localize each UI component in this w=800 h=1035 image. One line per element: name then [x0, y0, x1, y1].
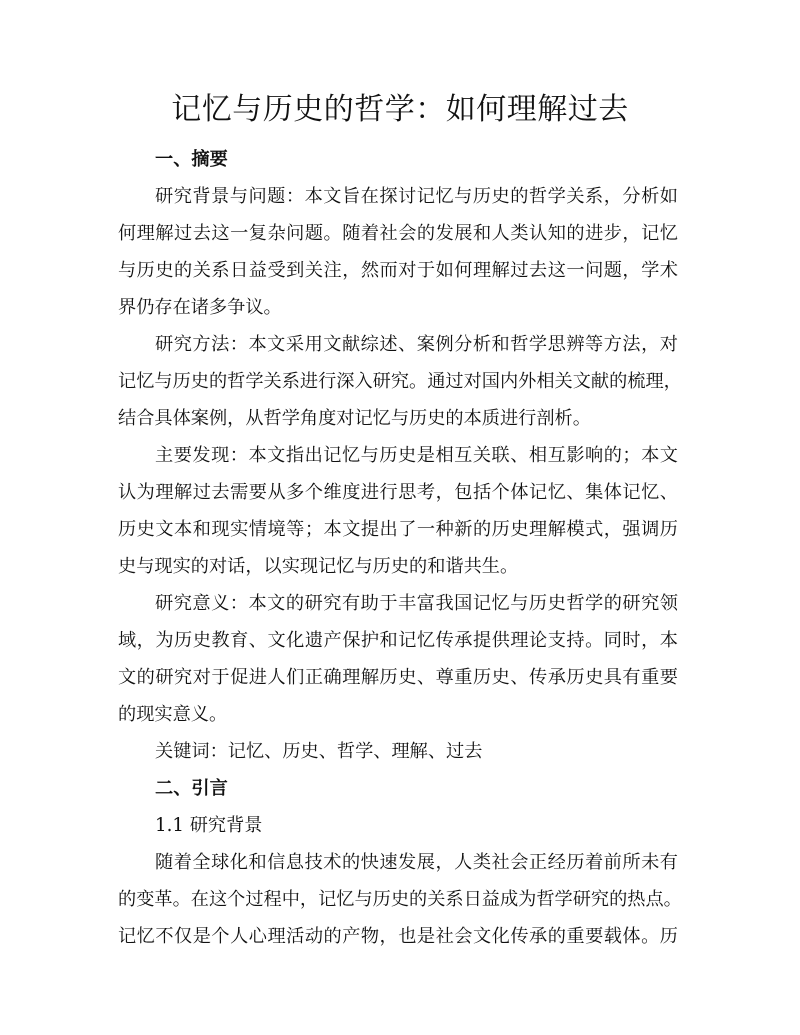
paragraph-line: 记忆不仅是个人心理活动的产物，也是社会文化传承的重要载体。历 [118, 926, 678, 947]
paragraph-line: 的变革。在这个过程中，记忆与历史的关系日益成为哲学研究的热点。 [118, 889, 682, 910]
paragraph-line: 研究背景与问题：本文旨在探讨记忆与历史的哲学关系，分析如 [155, 186, 678, 207]
paragraph-line: 结合具体案例，从哲学角度对记忆与历史的本质进行剖析。 [118, 408, 591, 429]
keywords-line: 关键词：记忆、历史、哲学、理解、过去 [155, 741, 483, 762]
paragraph-line: 历史文本和现实情境等；本文提出了一种新的历史理解模式，强调历 [118, 519, 678, 540]
document-body [118, 141, 682, 955]
subsection-heading-background: 1.1 研究背景 [155, 815, 263, 836]
paragraph-line: 史与现实的对话，以实现记忆与历史的和谐共生。 [118, 556, 519, 577]
paragraph-line: 文的研究对于促进人们正确理解历史、尊重历史、传承历史具有重要 [118, 667, 678, 688]
paragraph-line: 研究意义：本文的研究有助于丰富我国记忆与历史哲学的研究领 [155, 593, 678, 614]
section-heading-abstract: 一、摘要 [155, 149, 228, 170]
paragraph-line: 域，为历史教育、文化遗产保护和记忆传承提供理论支持。同时，本 [118, 630, 678, 651]
section-heading-introduction: 二、引言 [155, 778, 228, 799]
abstract-paragraph-background [118, 178, 678, 326]
paragraph-line: 的现实意义。 [118, 704, 228, 725]
paragraph-line: 记忆与历史的哲学关系进行深入研究。通过对国内外相关文献的梳理， [118, 371, 682, 392]
paragraph-line: 研究方法：本文采用文献综述、案例分析和哲学思辨等方法，对 [155, 334, 678, 355]
abstract-paragraph-findings [118, 437, 678, 585]
paragraph-line: 界仍存在诸多争议。 [118, 297, 282, 318]
abstract-paragraph-methods [118, 326, 682, 437]
paragraph-line: 主要发现：本文指出记忆与历史是相互关联、相互影响的；本文 [155, 445, 678, 466]
paragraph-line: 认为理解过去需要从多个维度进行思考，包括个体记忆、集体记忆、 [118, 482, 678, 503]
paragraph-line: 何理解过去这一复杂问题。随着社会的发展和人类认知的进步，记忆 [118, 223, 678, 244]
paragraph-line: 与历史的关系日益受到关注，然而对于如何理解过去这一问题，学术 [118, 260, 678, 281]
document-title: 记忆与历史的哲学：如何理解过去 [171, 92, 629, 127]
paragraph-line: 随着全球化和信息技术的快速发展，人类社会正经历着前所未有 [155, 852, 678, 873]
abstract-paragraph-significance [118, 585, 678, 733]
intro-paragraph [118, 844, 682, 955]
